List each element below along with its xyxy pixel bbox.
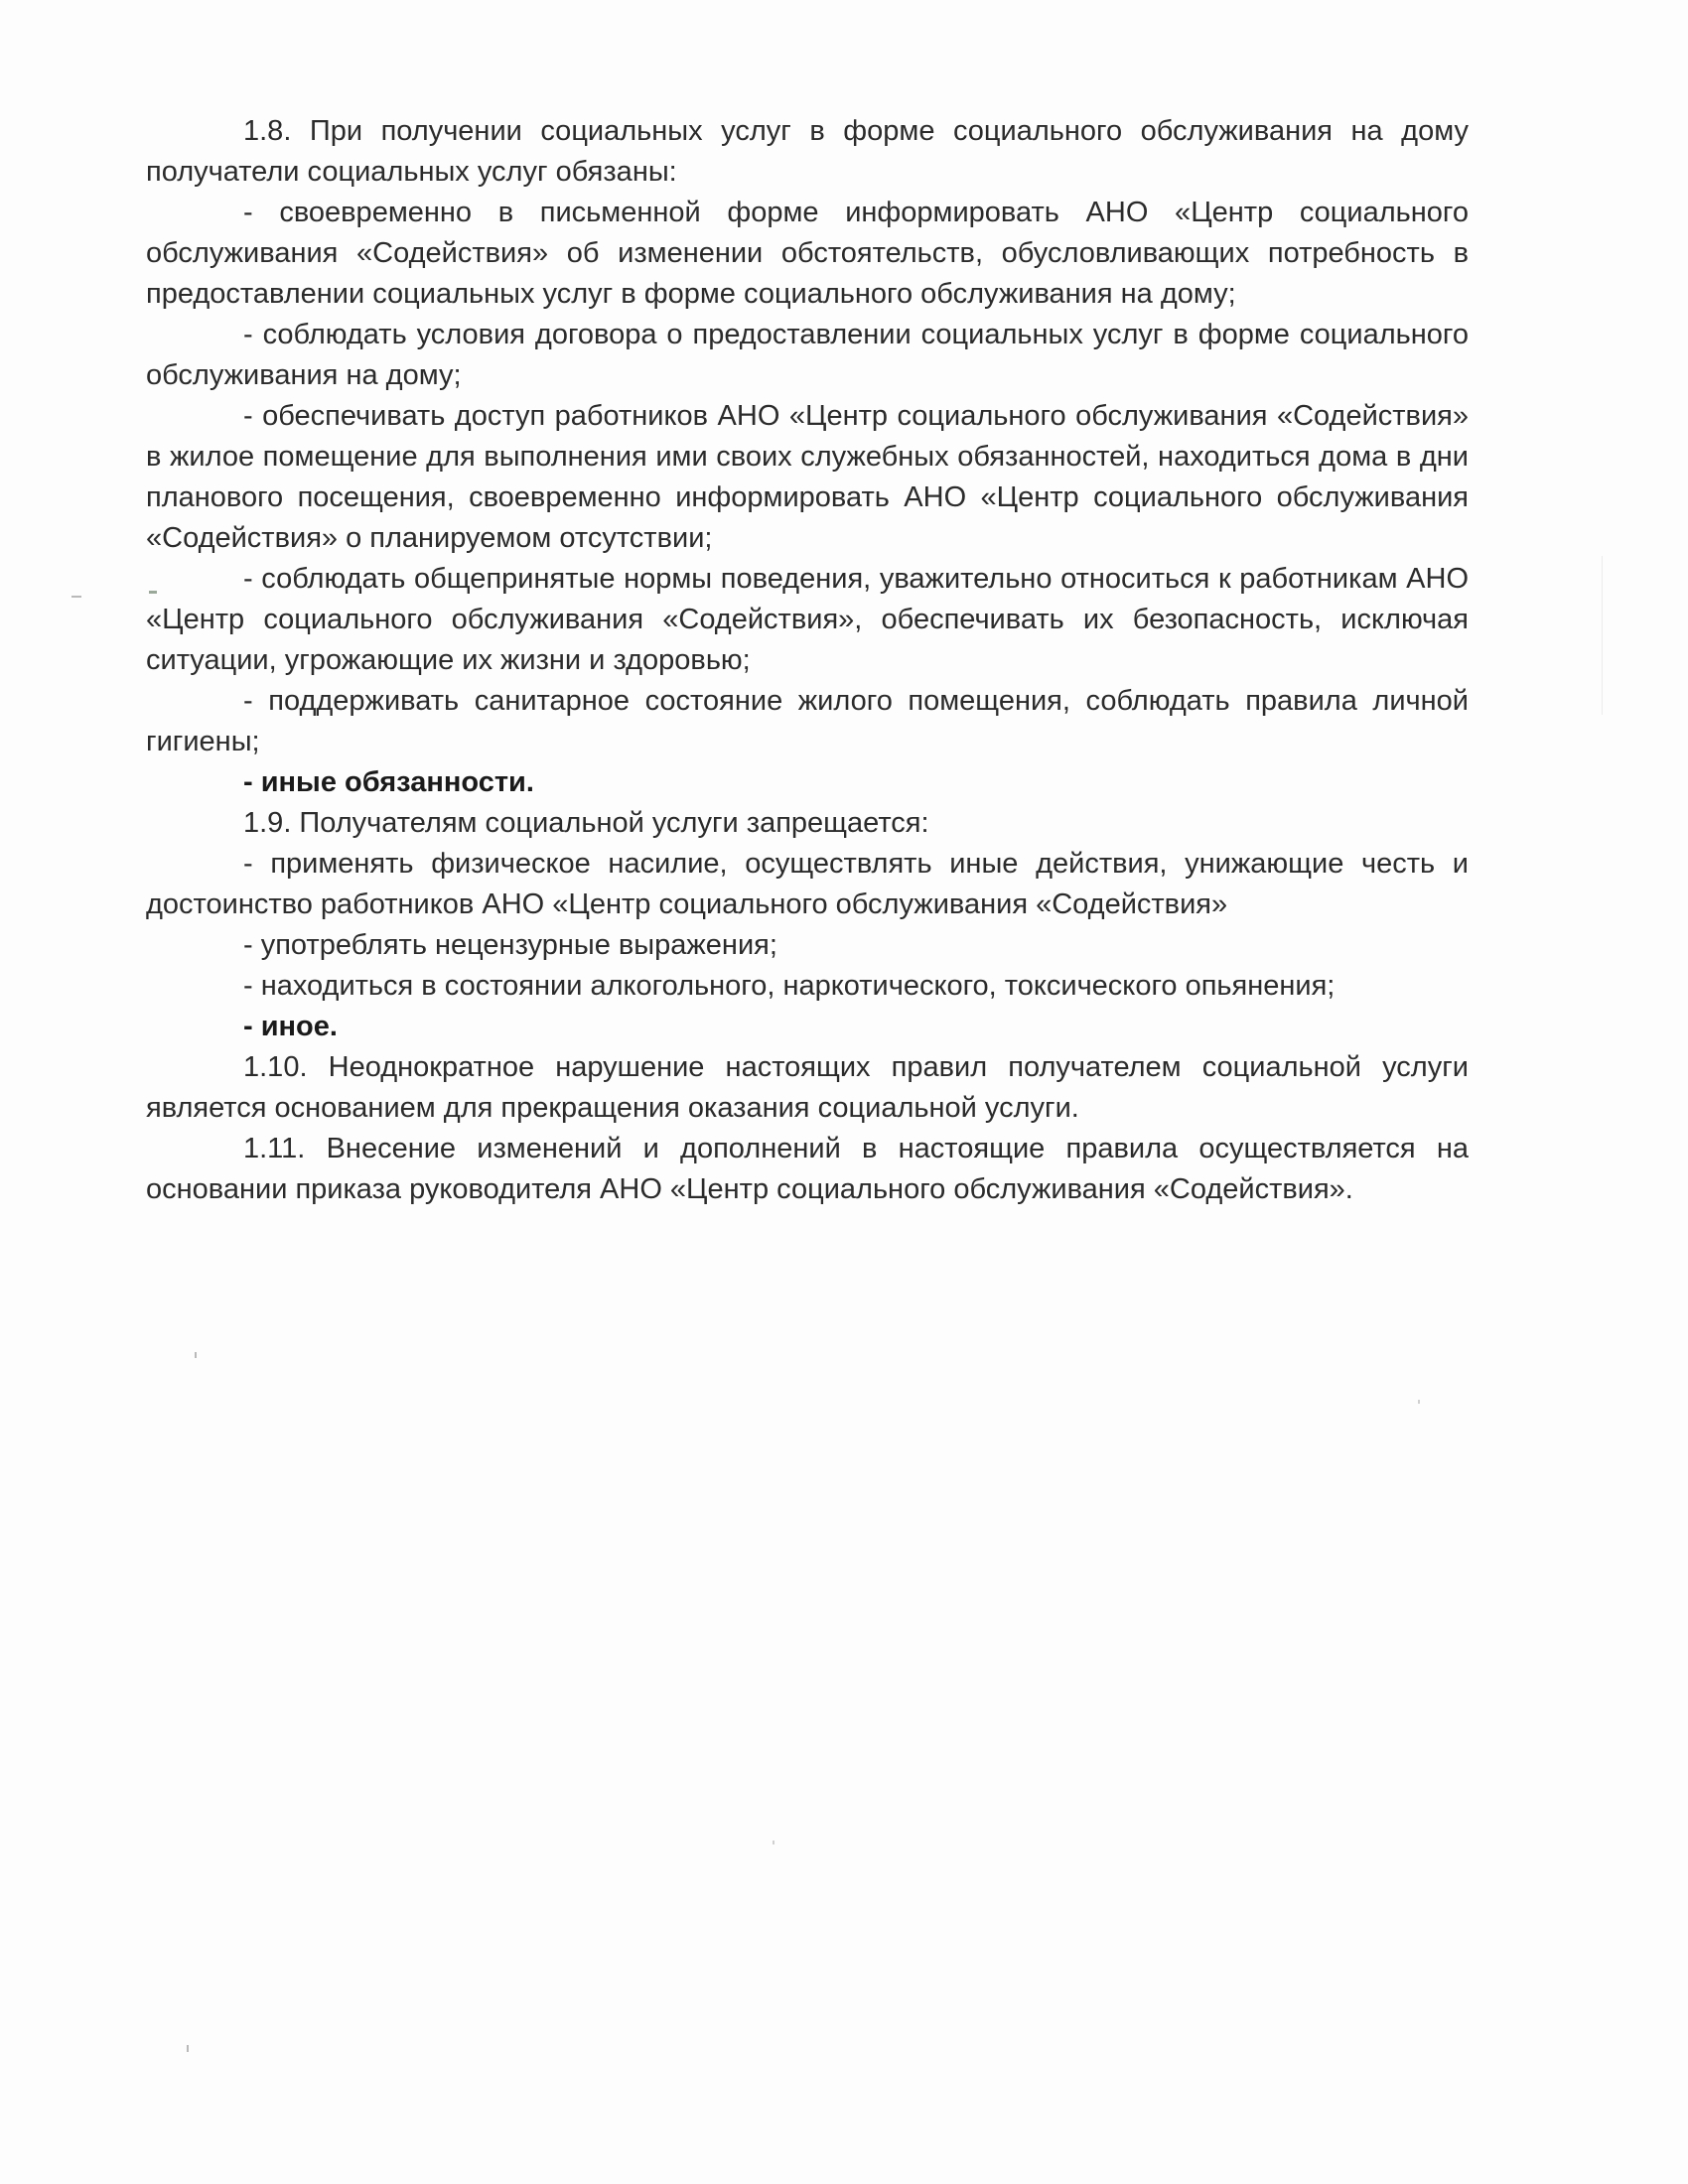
obligation-behavior: - соблюдать общепринятые нормы поведения, уважительно относиться к работникам АНО «Центр социального обслуживания «Содействия», обеспечивать их безопасность, исключая ситуации, угрожающие их жизни и здоровью;	[146, 563, 1469, 676]
obligation-notify: - своевременно в письменной форме информировать АНО «Центр социального обслуживания «Содействия» об изменении обстоятельств, обусловливающих потребность в предоставлении социальных услуг в форме социального обслуживания на дому;	[146, 197, 1469, 310]
scan-speck	[71, 596, 81, 598]
obligation-contract: - соблюдать условия договора о предоставлении социальных услуг в форме социального обслуживания на дому;	[146, 319, 1469, 391]
prohibition-other: - иное.	[243, 1011, 338, 1042]
scan-edge-line	[1602, 556, 1603, 715]
prohibition-language: - употреблять нецензурные выражения;	[243, 929, 777, 961]
obligation-other: - иные обязанности.	[243, 766, 534, 798]
scan-speck	[195, 1352, 197, 1358]
document-body	[146, 111, 1469, 1210]
paragraph-1-10: 1.10. Неоднократное нарушение настоящих правил получателем социальной услуги является основанием для прекращения оказания социальной услуги.	[146, 1051, 1469, 1124]
obligation-hygiene: - поддерживать санитарное состояние жилого помещения, соблюдать правила личной гигиены;	[146, 685, 1469, 757]
scan-speck	[1418, 1400, 1420, 1404]
scan-speck	[149, 591, 157, 594]
prohibition-violence: - применять физическое насилие, осуществлять иные действия, унижающие честь и достоинство работников АНО «Центр социального обслуживания «Содействия»	[146, 848, 1469, 920]
prohibition-intoxication: - находиться в состоянии алкогольного, наркотического, токсического опьянения;	[243, 970, 1336, 1002]
paragraph-1-8: 1.8. При получении социальных услуг в форме социального обслуживания на дому получатели социальных услуг обязаны:	[146, 115, 1469, 188]
obligation-access: - обеспечивать доступ работников АНО «Центр социального обслуживания «Содействия» в жилое помещение для выполнения ими своих служебных обязанностей, находиться дома в дни планового посещения, своевременно информировать АНО «Центр социального обслуживания «Содействия» о планируемом отсутствии;	[146, 400, 1469, 554]
scan-speck	[773, 1841, 774, 1844]
scan-speck	[187, 2045, 189, 2052]
paragraph-1-9: 1.9. Получателям социальной услуги запрещается:	[243, 807, 929, 839]
paragraph-1-11: 1.11. Внесение изменений и дополнений в настоящие правила осуществляется на основании приказа руководителя АНО «Центр социального обслуживания «Содействия».	[146, 1133, 1469, 1205]
